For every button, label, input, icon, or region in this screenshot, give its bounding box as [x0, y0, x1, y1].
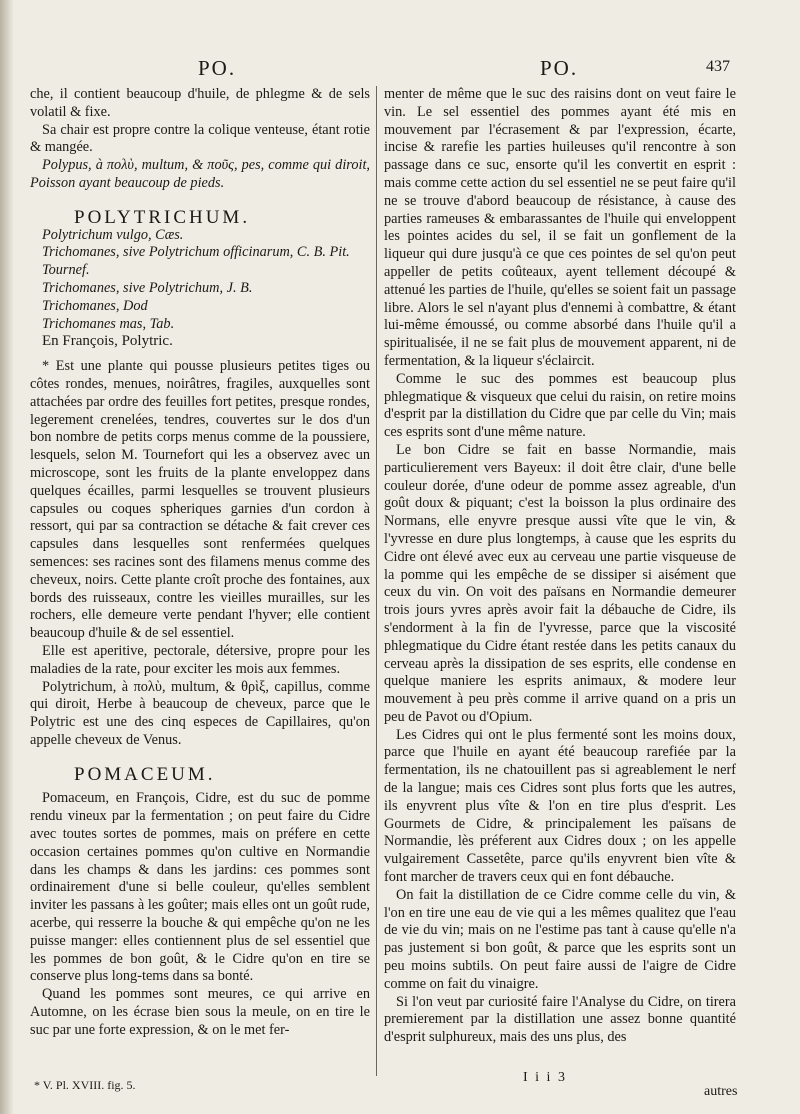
right-column [384, 86, 736, 1047]
plate-reference-footnote: * V. Pl. XVIII. fig. 5. [34, 1078, 136, 1092]
etymology-paragraph: Polypus, à πολὺ, multum, & ποῦς, pes, comme qui diroit, Poisson ayant beaucoup de pieds. [30, 157, 370, 191]
synonym-line: Trichomanes mas, Tab. [42, 315, 175, 332]
etymology-paragraph: Polytrichum, à πολὺ, multum, & θρὶξ, capillus, comme qui diroit, Herbe à beaucoup de cheveux, parce que le Polytric est une des cinq especes de Capillaires, qu'on appelle cheveux de Venus. [30, 678, 370, 748]
paragraph: che, il contient beaucoup d'huile, de phlegme & de sels volatil & fixe. [30, 86, 370, 120]
paragraph: Les Cidres qui ont le plus fermenté sont les moins doux, parce que l'huile en ayant été beaucoup rarefiée par la fermentation, ils ne chatouillent pas si agreablement le nerf de la langue; mais ces Cidres sont plus forts que les autres, ils enyvrent plus vîte & l'on en tire plus d'esprit. Les Gourmets de Cidre, & principalement les païsans de Normandie, lès préferent aux Cidres doux ; on les appelle vulgairement Cassetête, parce qu'ils enyvrent bien vîte & font marcher de travers ceux qui en font débauche. [384, 726, 736, 886]
french-name: En François, Polytric. [42, 333, 173, 350]
left-running-head: PO. [198, 56, 237, 80]
paragraph: Le bon Cidre se fait en basse Normandie, mais particulierement vers Bayeux: il doit être clair, d'une belle couleur dorée, d'une odeur de pomme assez agreable, d'un goût doux & piquant; c'est la boisson la plus ordinaire des Normans, elle enyvre presque aussi vîte que le vin, & l'yvresse en dure plus longtemps, à cause que les esprits du Cidre ont élevé avec eux au cerveau une partie visqueuse de la pomme qui les empêche de se dissiper si aisément que ceux du vin. On voit des païsans en Normandie demeurer trois jours yvres après avoir fait la débauche de Cidre, ils s'endorment à la fin de l'yvresse, parce que la viscosité phlegmatique du Cidre étant restée dans les petits canaux du cerveau après la dissipation de ses esprits, elle condense en quelque maniere les esprits animaux, & modere leur mouvement à peu près comme il arrive quand on a pris un peu de Pavot ou d'Opium. [384, 441, 736, 725]
right-running-head: PO. [540, 56, 579, 80]
paragraph: On fait la distillation de ce Cidre comme celle du vin, & l'on en tire une eau de vie qui a les mêmes qualitez que l'eau de vie du vin; mais on ne l'estime pas tant à cause qu'elle n'a pas justement si bon goût, & parce que les esprits sont un peu moins subtils. On peut faire aussi de l'aigre de Cidre comme on fait du vinaigre. [384, 886, 736, 992]
paragraph: Comme le suc des pommes est beaucoup plus phlegmatique & visqueux que celui du raisin, on retire moins d'esprit par la distillation du Cidre que par celle du Vin; mais ces esprits sont d'une même nature. [384, 370, 736, 441]
paragraph: Pomaceum, en François, Cidre, est du suc de pomme rendu vineux par la fermentation ; on peut faire du Cidre avec toutes sortes de pommes, mais on préfere en cette occasion certaines pommes qu'on cultive en Normandie dans les champs & dans les jardins: ces pommes sont ordinairement d'une si belle couleur, qu'elles semblent inviter les passans à les goûter; mais elles ont un goût rude, acerbe, qui resserre la bouche & qui empêche qu'on ne les puisse manger: elles contiennent plus de sel essentiel que les pommes de bon goût, & le Cidre qu'on en tire se conserve plus long-tems dans sa bonté. [30, 790, 370, 985]
page-number: 437 [706, 58, 730, 75]
paragraph: Elle est aperitive, pectorale, détersive, propre pour les maladies de la rate, pour exciter les mois aux femmes. [30, 642, 370, 677]
paragraph: Quand les pommes sont meures, ce qui arrive en Automne, on les écrase bien sous la meule, on en tire le suc par une forte expression, & on le met fer- [30, 986, 370, 1038]
paragraph: menter de même que le suc des raisins dont on veut faire le vin. Le sel essentiel des pommes ayant été mis en mouvement par l'écrasement & par l'expression, écarte, incise & rarefie les parties huileuses qu'il rencontre à son passage dans ce suc, ensorte qu'il les convertit en esprit : mais comme cette action du sel essentiel ne se peut faire qu'il ne se trouve d'abord beaucoup de résistance, à cause des parties rameuses & embarassantes de l'huile qui enveloppent les pointes acides du sel, il se fait un gonflement de la liqueur qui dure jusqu'à ce que ces pointes de sel qu'on peut appeller de petits coûteaux, ayent tellement découpé & attenué les parties de l'huile, qu'elles se soient fait un passage libre. Alors le sel n'ayant plus d'ennemi à combattre, & étant lui-même émoussé, ou comme absorbé dans l'huile qu'il a spiritualisée, il ne se fait plus de mouvement apparent, ni de fermentation, & la liqueur s'éclaircit. [384, 86, 736, 369]
synonym-line: Trichomanes, sive Polytrichum, J. B. [42, 279, 253, 296]
signature-mark: I i i 3 [523, 1070, 567, 1085]
synonym-line: Trichomanes, Dod [42, 297, 148, 314]
catchword: autres [704, 1084, 738, 1099]
synonym-line: Trichomanes, sive Polytrichum officinarum, C. B. Pit. Tournef. [42, 244, 350, 279]
polytrichum-heading: POLYTRICHUM. [74, 206, 251, 228]
paragraph: Sa chair est propre contre la colique venteuse, étant rotie & mangée. [30, 121, 370, 156]
column-divider [376, 86, 377, 1076]
pomaceum-heading: POMACEUM. [74, 763, 216, 785]
synonym-line: Polytrichum vulgo, Cæs. [42, 226, 184, 243]
paragraph: Si l'on veut par curiosité faire l'Analyse du Cidre, on tirera premierement par la distillation une assez bonne quantité d'esprit sulphureux, mais des uns plus, des [384, 993, 736, 1046]
page-spine-shadow [0, 0, 14, 1114]
left-column [30, 86, 370, 1040]
description-paragraph: * Est une plante qui pousse plusieurs petites tiges ou côtes rondes, menues, noirâtres, fragiles, auxquelles sont attachées par ordre des feuilles fort petites, presque rondes, legerement crenelées, tendres, couvertes sur le dos d'un bon nombre de petits corps menus comme de la poussiere, lesquels, selon M. Tournefort qui les a observez avec un microscope, sont les fruits de la plante enveloppez dans quelques écailles, parmi lesquelles se trouvent plusieurs capsules ou coques spheriques garnies d'un cordon à ressort, qui par sa contraction se détache & fait crever ces capsules dans lesquelles sont renfermées quelques semences: ses racines sont des filamens menus comme des cheveux, noirs. Cette plante croît proche des fontaines, aux bords des ruisseaux, contre les vieilles murailles, sur les rochers, elle demeure verte pendant l'hyver; elle contient beaucoup d'huile & de sel essentiel. [30, 358, 370, 642]
